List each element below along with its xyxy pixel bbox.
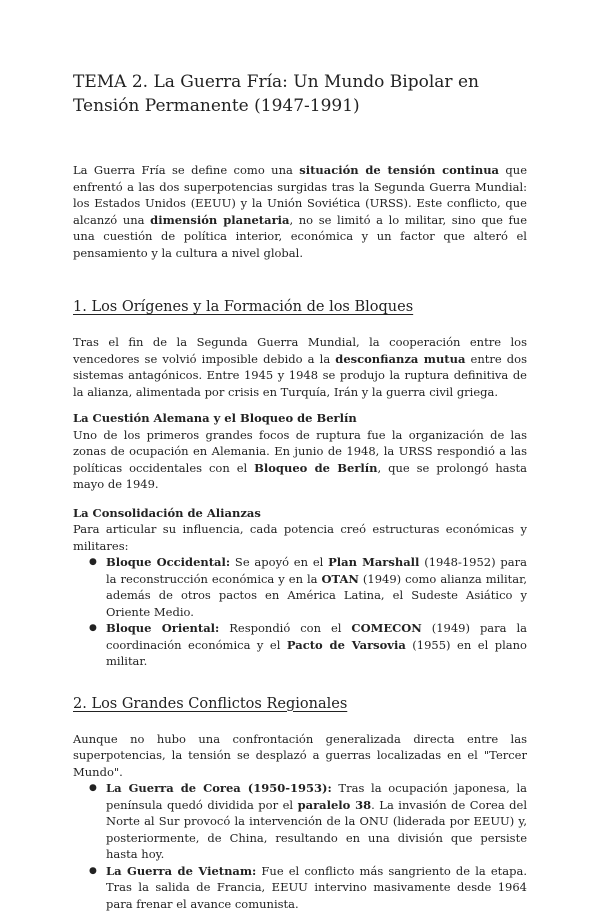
- s1-text-2: entre dos sistemas antagónicos. Entre 1945 y 1948 se produjo la ruptura definitiva de la alianza, alimentada por crisis en Turquía, Irán y la guerra civil griega.: [73, 352, 527, 399]
- berlin-text-2: , que se prolongó hasta mayo de 1949.: [73, 461, 527, 492]
- subsection-berlin-paragraph: [73, 427, 527, 493]
- item-label: Bloque Occidental:: [106, 555, 230, 569]
- section-2: [73, 694, 527, 912]
- item-text: (1955) en el plano militar.: [106, 638, 527, 669]
- item-bold: Plan Marshall: [328, 555, 419, 569]
- intro-paragraph: [73, 162, 527, 261]
- item-text: . La invasión de Corea del Norte al Sur provocó la intervención de la ONU (liderada por EEUU) y, posteriormente, de China, resultando en una división que persiste hasta hoy.: [106, 798, 527, 862]
- item-label: La Guerra de Vietnam:: [106, 864, 256, 878]
- item-bold: OTAN: [322, 572, 359, 586]
- item-text: (1949) para la coordinación económica y el: [106, 621, 527, 652]
- section-1-paragraph: [73, 334, 527, 400]
- section-2-heading: 2. Los Grandes Conflictos Regionales: [73, 694, 527, 714]
- item-text: (1949) como alianza militar, además de otros pactos en América Latina, el Sudeste Asiático y Oriente Medio.: [106, 572, 527, 619]
- section-2-intro: Aunque no hubo una confrontación generalizada directa entre las superpotencias, la tensión se desplazó a guerras localizadas en el "Tercer Mundo".: [73, 731, 527, 781]
- berlin-bold-1: Bloqueo de Berlín: [254, 461, 377, 475]
- item-text: Se apoyó en el: [230, 555, 328, 569]
- item-label: La Guerra de Corea (1950-1953):: [106, 781, 332, 795]
- item-label: Bloque Oriental:: [106, 621, 219, 635]
- item-text: Fue el conflicto más sangriento de la etapa. Tras la salida de Francia, EEUU intervino masivamente desde 1964 para frenar el avance comunista.: [106, 864, 527, 911]
- intro-bold-2: dimensión planetaria: [150, 213, 289, 227]
- list-item: [106, 863, 527, 912]
- document-title: TEMA 2. La Guerra Fría: Un Mundo Bipolar en Tensión Permanente (1947-1991): [73, 70, 527, 118]
- subsection-alianzas-heading: La Consolidación de Alianzas: [73, 505, 527, 522]
- intro-text-1: La Guerra Fría se define como una: [73, 163, 299, 177]
- intro-text-3: , no se limitó a lo militar, sino que fue una cuestión de política interior, económica y un factor que alteró el pensamiento y la cultura a nivel global.: [73, 213, 527, 260]
- subsection-berlin-heading: La Cuestión Alemana y el Bloqueo de Berlín: [73, 410, 527, 427]
- item-bold: paralelo 38: [298, 798, 372, 812]
- section-1-heading: 1. Los Orígenes y la Formación de los Bloques: [73, 297, 527, 317]
- intro-bold-1: situación de tensión continua: [299, 163, 499, 177]
- subsection-alianzas-intro: Para articular su influencia, cada potencia creó estructuras económicas y militares:: [73, 521, 527, 554]
- s1-bold-1: desconfianza mutua: [335, 352, 465, 366]
- list-item: [106, 554, 527, 620]
- alianzas-list: [73, 554, 527, 670]
- item-bold: COMECON: [351, 621, 421, 635]
- list-item: [106, 620, 527, 670]
- berlin-text-1: Uno de los primeros grandes focos de ruptura fue la organización de las zonas de ocupación en Alemania. En junio de 1948, la URSS respondió a las políticas occidentales con el: [73, 428, 527, 475]
- item-text: Tras la ocupación japonesa, la península quedó dividida por el: [106, 781, 527, 812]
- s1-text-1: Tras el fin de la Segunda Guerra Mundial, la cooperación entre los vencedores se volvió imposible debido a la: [73, 335, 527, 366]
- item-text: Respondió con el: [219, 621, 351, 635]
- intro-text-2: que enfrentó a las dos superpotencias surgidas tras la Segunda Guerra Mundial: los Estados Unidos (EEUU) y la Unión Soviética (URSS). Este conflicto, que alcanzó una: [73, 163, 527, 227]
- conflicts-list: [73, 780, 527, 912]
- list-item: [106, 780, 527, 863]
- item-text: (1948-1952) para la reconstrucción económica y en la: [106, 555, 527, 586]
- item-bold: Pacto de Varsovia: [287, 638, 406, 652]
